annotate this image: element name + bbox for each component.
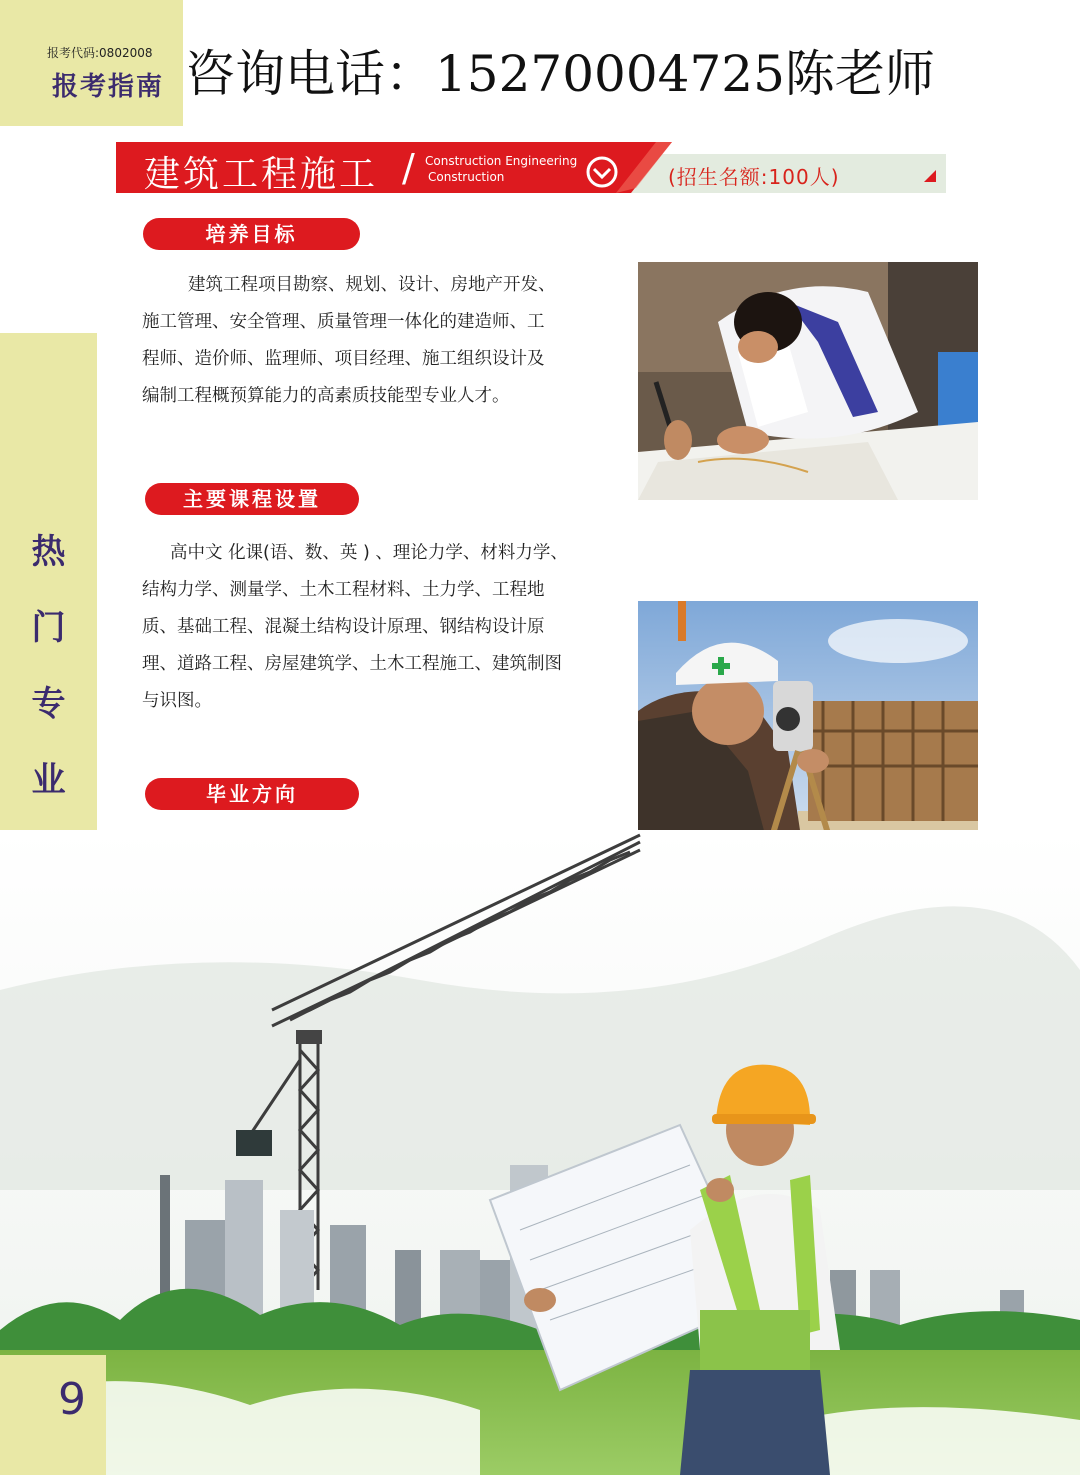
side-char-4: 业: [31, 760, 66, 800]
side-char-2: 门: [31, 608, 66, 648]
title-slash: /: [402, 146, 415, 190]
goal-line-2: 施工管理、安全管理、质量管理一体化的建造师、工: [142, 312, 545, 332]
section-heading-courses: 主要课程设置: [145, 483, 359, 515]
page-number-box: [0, 1355, 106, 1475]
courses-line-5: 与识图。: [142, 691, 212, 711]
courses-line-3: 质、基础工程、混凝土结构设计原理、钢结构设计原: [142, 617, 545, 637]
student-drawing-photo: [638, 262, 978, 500]
major-title: 建筑工程施工: [144, 154, 379, 195]
major-english-title: Construction Engineering: [425, 154, 578, 168]
courses-line-2: 结构力学、测量学、土木工程材料、土力学、工程地: [142, 580, 545, 600]
courses-line-4: 理、道路工程、房屋建筑学、土木工程施工、建筑制图: [142, 654, 562, 674]
section-heading-goal: 培养目标: [143, 218, 360, 250]
check-circle-icon: [585, 155, 619, 189]
courses-line-1: 高中文 化课(语、数、英 ) 、理论力学、材料力学、: [170, 543, 568, 563]
side-char-3: 专: [31, 684, 66, 724]
exam-code: 报考代码:0802008: [47, 46, 153, 60]
major-english-subtitle: Construction: [428, 170, 505, 184]
guide-title: 报考指南: [52, 72, 165, 102]
section-heading-career: 毕业方向: [145, 778, 359, 810]
goal-line-1: 建筑工程项目勘察、规划、设计、房地产开发、: [188, 275, 556, 295]
corner-triangle-icon: [924, 170, 936, 182]
header-tab: [0, 0, 183, 126]
phone-line: 咨询电话：15270004725陈老师: [185, 45, 935, 103]
goal-line-3: 程师、造价师、监理师、项目经理、施工组织设计及: [142, 349, 545, 369]
page-number: 9: [58, 1374, 86, 1425]
construction-scene-illustration: [0, 830, 1080, 1475]
side-char-1: 热: [31, 532, 66, 572]
enrollment-quota: (招生名额:100人): [668, 165, 840, 189]
goal-line-4: 编制工程概预算能力的高素质技能型专业人才。: [142, 386, 510, 406]
